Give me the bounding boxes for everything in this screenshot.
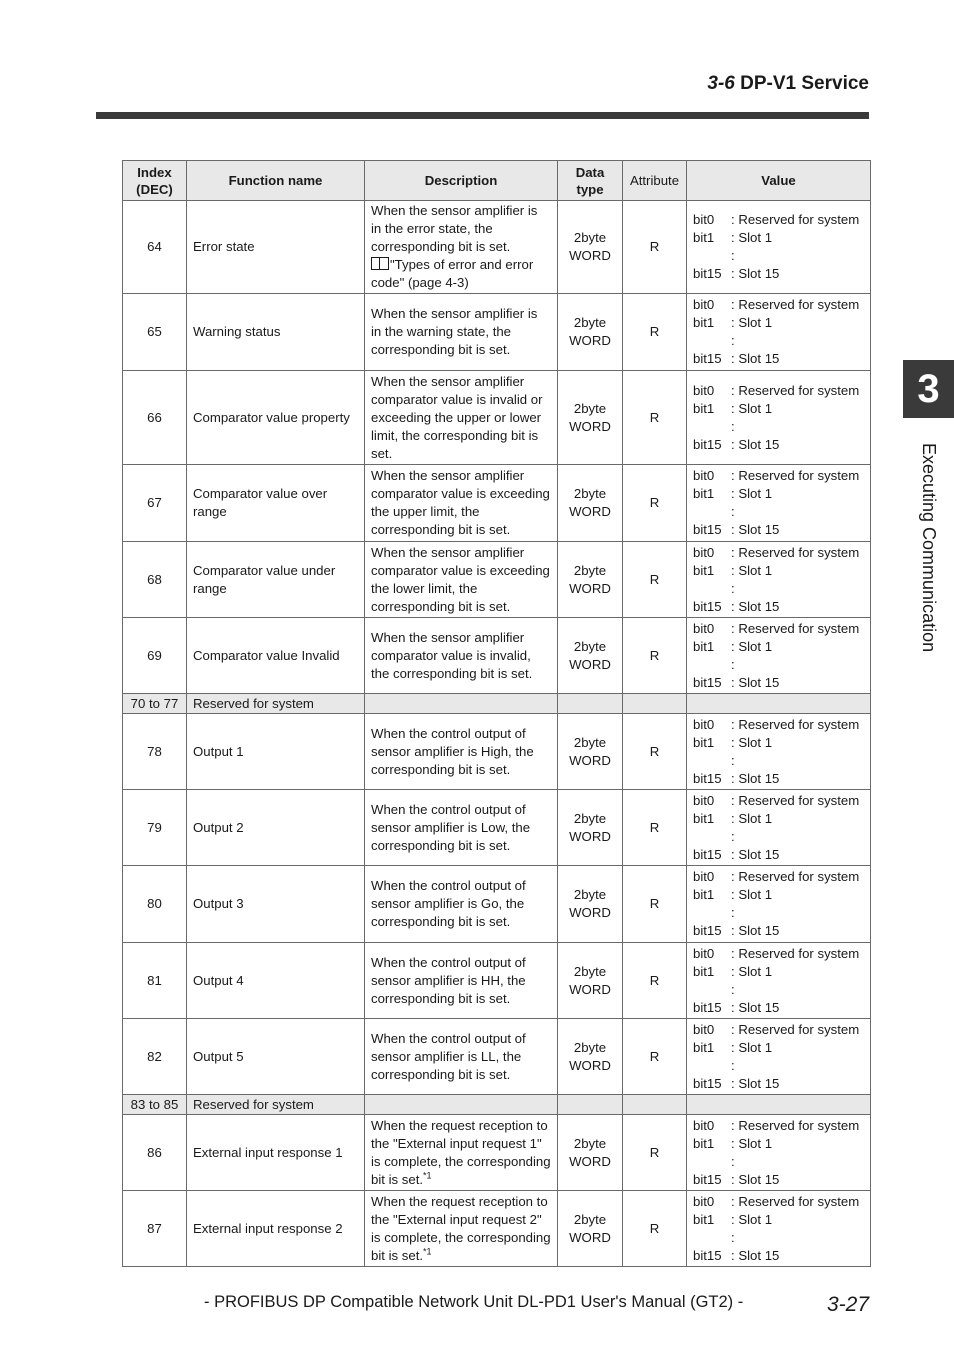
bit-line xyxy=(693,1135,864,1153)
col-description: Description xyxy=(365,161,558,201)
bit-key: bit15 xyxy=(693,266,722,281)
row-index: 68 xyxy=(123,542,187,618)
row-function-name: Warning status xyxy=(187,294,365,371)
row-function-name: Output 2 xyxy=(187,790,365,866)
bit-line xyxy=(693,1211,864,1229)
bit-ellipsis: : xyxy=(731,418,735,434)
row-data-type: 2byte WORD xyxy=(558,618,623,694)
bit-line xyxy=(693,265,864,283)
bit-value: : Slot 1 xyxy=(731,1039,773,1055)
bit-key: bit1 xyxy=(693,230,715,245)
row-function-name: Comparator value under range xyxy=(187,542,365,618)
bit-value: : Reserved for system xyxy=(731,1193,860,1209)
bit-key: bit0 xyxy=(693,544,715,560)
row-index: 69 xyxy=(123,618,187,694)
bit-ellipsis: : xyxy=(731,905,735,920)
bit-line xyxy=(693,963,864,981)
table-row xyxy=(123,714,871,790)
bit-value: : Slot 15 xyxy=(731,266,780,281)
table-row xyxy=(123,371,871,465)
bit-value: : Reserved for system xyxy=(731,1117,860,1133)
row-attribute: R xyxy=(623,1191,687,1267)
description-text: When the sensor amplifier comparator value is invalid, the corresponding bit is set. xyxy=(371,629,533,681)
bit-key: bit0 xyxy=(693,716,715,732)
row-description xyxy=(365,943,558,1019)
bit-line xyxy=(693,810,864,828)
bit-key: bit0 xyxy=(693,297,715,312)
bit-key: bit1 xyxy=(693,638,715,654)
bit-line xyxy=(693,296,864,314)
row-attribute: R xyxy=(623,371,687,465)
bit-ellipsis: : xyxy=(731,828,735,844)
bit-value: : Slot 1 xyxy=(731,400,773,416)
description-text: When the sensor amplifier is in the error state, the corresponding bit is set. xyxy=(371,203,538,254)
row-index: 67 xyxy=(123,465,187,542)
bit-key: bit0 xyxy=(693,869,715,884)
row-function-name: Output 3 xyxy=(187,866,365,943)
bit-ellipsis: : xyxy=(731,504,735,519)
section-title: DP-V1 Service xyxy=(740,73,869,94)
bit-key: bit0 xyxy=(693,1193,715,1209)
row-description xyxy=(365,201,558,294)
bit-value: : Slot 15 xyxy=(731,1171,780,1187)
bit-line xyxy=(693,734,864,752)
description-reference: "Types of error and error code" (page 4-3) xyxy=(371,257,534,290)
row-data-type: 2byte WORD xyxy=(558,1115,623,1191)
bit-line xyxy=(693,1075,864,1093)
bit-value: : Slot 1 xyxy=(731,486,773,501)
footnote-marker: *1 xyxy=(423,1246,432,1257)
bit-key: bit15 xyxy=(693,436,722,452)
row-attribute: R xyxy=(623,1019,687,1095)
row-value xyxy=(687,790,871,866)
bit-value: : Reserved for system xyxy=(731,468,860,483)
row-value xyxy=(687,943,871,1019)
bit-ellipsis: : xyxy=(731,1229,735,1245)
row-function-name: External input response 1 xyxy=(187,1115,365,1191)
bit-value: : Reserved for system xyxy=(731,620,860,636)
bit-line xyxy=(693,868,864,886)
bit-key: bit1 xyxy=(693,315,715,330)
bit-line xyxy=(693,436,864,454)
bit-key: bit1 xyxy=(693,1135,715,1151)
row-attribute: R xyxy=(623,542,687,618)
bit-ellipsis: : xyxy=(731,333,735,348)
empty-cell xyxy=(623,694,687,714)
bit-key: bit15 xyxy=(693,846,722,862)
bit-key: bit0 xyxy=(693,620,715,636)
bit-ellipsis: : xyxy=(731,752,735,768)
bit-key: bit15 xyxy=(693,351,722,366)
bit-value: : Slot 15 xyxy=(731,923,780,938)
row-data-type: 2byte WORD xyxy=(558,1019,623,1095)
row-index: 86 xyxy=(123,1115,187,1191)
row-description xyxy=(365,542,558,618)
bit-line xyxy=(693,1021,864,1039)
description-text: When the request reception to the "External input request 1" is complete, the corresponding bit is set. xyxy=(371,1117,551,1187)
row-attribute: R xyxy=(623,943,687,1019)
table-row xyxy=(123,201,871,294)
row-index: 65 xyxy=(123,294,187,371)
bit-value: : Reserved for system xyxy=(731,945,860,961)
bit-ellipsis: : xyxy=(731,248,735,263)
bit-line xyxy=(693,770,864,788)
bit-value: : Reserved for system xyxy=(731,869,860,884)
row-index: 66 xyxy=(123,371,187,465)
bit-value: : Slot 15 xyxy=(731,598,780,614)
bit-line xyxy=(693,562,864,580)
row-index: 82 xyxy=(123,1019,187,1095)
bit-value: : Slot 15 xyxy=(731,1075,780,1091)
bit-ellipsis: : xyxy=(731,1153,735,1169)
bit-key: bit15 xyxy=(693,1171,722,1187)
row-description xyxy=(365,1115,558,1191)
description-text: When the sensor amplifier comparator value is exceeding the lower limit, the corresponding bit is set. xyxy=(371,544,550,614)
bit-line xyxy=(693,792,864,810)
bit-key: bit1 xyxy=(693,734,715,750)
row-index: 64 xyxy=(123,201,187,294)
row-attribute: R xyxy=(623,465,687,542)
bit-line xyxy=(693,521,864,539)
bit-value: : Slot 1 xyxy=(731,1135,773,1151)
table-row xyxy=(123,694,871,714)
row-data-type: 2byte WORD xyxy=(558,1191,623,1267)
row-data-type: 2byte WORD xyxy=(558,465,623,542)
section-header xyxy=(707,73,869,95)
bit-line xyxy=(693,1171,864,1189)
bit-key: bit0 xyxy=(693,792,715,808)
description-text: When the sensor amplifier is in the warning state, the corresponding bit is set. xyxy=(371,306,538,357)
bit-value: : Reserved for system xyxy=(731,297,860,312)
description-text: When the request reception to the "External input request 2" is complete, the corresponding bit is set. xyxy=(371,1193,551,1263)
bit-key: bit1 xyxy=(693,1039,715,1055)
row-data-type: 2byte WORD xyxy=(558,294,623,371)
bit-line xyxy=(693,467,864,485)
table-row xyxy=(123,1095,871,1115)
table-row xyxy=(123,542,871,618)
bit-value: : Slot 15 xyxy=(731,999,780,1015)
bit-key: bit1 xyxy=(693,486,715,501)
row-function-name: Reserved for system xyxy=(187,694,365,714)
bit-value: : Slot 15 xyxy=(731,351,780,366)
row-data-type: 2byte WORD xyxy=(558,790,623,866)
bit-ellipsis: : xyxy=(731,981,735,997)
row-index: 80 xyxy=(123,866,187,943)
bit-ellipsis: : xyxy=(731,580,735,596)
bit-line xyxy=(693,922,864,940)
bit-value: : Reserved for system xyxy=(731,544,860,560)
bit-value: : Slot 1 xyxy=(731,963,773,979)
bit-key: bit0 xyxy=(693,212,715,227)
empty-cell xyxy=(365,694,558,714)
row-data-type: 2byte WORD xyxy=(558,714,623,790)
section-number: 3-6 xyxy=(707,73,735,94)
bit-line xyxy=(693,382,864,400)
bit-line xyxy=(693,485,864,503)
bit-value: : Slot 1 xyxy=(731,230,773,245)
row-attribute: R xyxy=(623,1115,687,1191)
row-description xyxy=(365,714,558,790)
row-function-name: Output 1 xyxy=(187,714,365,790)
chapter-title: Executing Communication xyxy=(919,443,939,653)
book-reference-icon xyxy=(371,257,389,270)
row-value xyxy=(687,1191,871,1267)
row-index: 78 xyxy=(123,714,187,790)
row-index: 83 to 85 xyxy=(123,1095,187,1115)
bit-key: bit0 xyxy=(693,468,715,483)
empty-cell xyxy=(365,1095,558,1115)
bit-line xyxy=(693,638,864,656)
table-row xyxy=(123,465,871,542)
row-value xyxy=(687,465,871,542)
bit-line xyxy=(693,716,864,734)
col-index: Index (DEC) xyxy=(123,161,187,201)
bit-value: : Slot 1 xyxy=(731,562,773,578)
row-data-type: 2byte WORD xyxy=(558,943,623,1019)
bit-value: : Slot 1 xyxy=(731,734,773,750)
table-row xyxy=(123,618,871,694)
row-function-name: Comparator value over range xyxy=(187,465,365,542)
header-rule xyxy=(96,112,869,119)
row-value xyxy=(687,1019,871,1095)
description-text: When the sensor amplifier comparator value is invalid or exceeding the upper or lower limit, the corresponding bit is set. xyxy=(371,373,543,461)
row-index: 70 to 77 xyxy=(123,694,187,714)
function-table xyxy=(122,160,871,1267)
bit-key: bit1 xyxy=(693,400,715,416)
row-description xyxy=(365,866,558,943)
bit-key: bit0 xyxy=(693,1021,715,1037)
row-attribute: R xyxy=(623,618,687,694)
bit-value: : Slot 1 xyxy=(731,315,773,330)
row-function-name: Output 4 xyxy=(187,943,365,1019)
bit-line xyxy=(693,999,864,1017)
table-row xyxy=(123,790,871,866)
row-description xyxy=(365,465,558,542)
bit-value: : Reserved for system xyxy=(731,1021,860,1037)
page-number: 3-27 xyxy=(826,1293,869,1316)
bit-value: : Slot 15 xyxy=(731,770,780,786)
row-attribute: R xyxy=(623,294,687,371)
row-data-type: 2byte WORD xyxy=(558,201,623,294)
row-description xyxy=(365,1191,558,1267)
table-row xyxy=(123,866,871,943)
bit-key: bit0 xyxy=(693,382,715,398)
bit-value: : Slot 15 xyxy=(731,846,780,862)
bit-key: bit0 xyxy=(693,945,715,961)
bit-key: bit15 xyxy=(693,923,722,938)
bit-key: bit1 xyxy=(693,562,715,578)
row-function-name: Reserved for system xyxy=(187,1095,365,1115)
row-function-name: Output 5 xyxy=(187,1019,365,1095)
col-data-type: Data type xyxy=(558,161,623,201)
description-text: When the control output of sensor amplifier is Go, the corresponding bit is set. xyxy=(371,878,526,929)
bit-value: : Reserved for system xyxy=(731,792,860,808)
row-data-type: 2byte WORD xyxy=(558,371,623,465)
bit-value: : Slot 15 xyxy=(731,522,780,537)
row-description xyxy=(365,790,558,866)
row-value xyxy=(687,618,871,694)
row-attribute: R xyxy=(623,790,687,866)
bit-value: : Reserved for system xyxy=(731,382,860,398)
bit-line xyxy=(693,620,864,638)
description-text: When the sensor amplifier comparator value is exceeding the upper limit, the corresponding bit is set. xyxy=(371,468,550,537)
bit-line xyxy=(693,886,864,904)
row-value xyxy=(687,866,871,943)
row-value xyxy=(687,542,871,618)
col-attribute: Attribute xyxy=(623,161,687,201)
description-text: When the control output of sensor amplifier is High, the corresponding bit is set. xyxy=(371,725,534,777)
bit-line xyxy=(693,400,864,418)
bit-key: bit15 xyxy=(693,1247,722,1263)
footnote-marker: *1 xyxy=(423,1170,432,1181)
bit-value: : Slot 1 xyxy=(731,1211,773,1227)
bit-key: bit15 xyxy=(693,999,722,1015)
row-value xyxy=(687,714,871,790)
table-row xyxy=(123,1191,871,1267)
row-value xyxy=(687,1115,871,1191)
row-function-name: Error state xyxy=(187,201,365,294)
row-attribute: R xyxy=(623,201,687,294)
bit-value: : Reserved for system xyxy=(731,212,860,227)
bit-line xyxy=(693,1117,864,1135)
bit-value: : Slot 1 xyxy=(731,638,773,654)
table-row xyxy=(123,943,871,1019)
row-description xyxy=(365,1019,558,1095)
bit-line xyxy=(693,314,864,332)
bit-line xyxy=(693,350,864,368)
row-description xyxy=(365,371,558,465)
chapter-tab: 3 xyxy=(903,360,954,418)
table-header-row xyxy=(123,161,871,201)
bit-line xyxy=(693,846,864,864)
bit-key: bit1 xyxy=(693,810,715,826)
row-function-name: External input response 2 xyxy=(187,1191,365,1267)
bit-key: bit15 xyxy=(693,598,722,614)
table-row xyxy=(123,294,871,371)
bit-line xyxy=(693,945,864,963)
description-text: When the control output of sensor amplifier is Low, the corresponding bit is set. xyxy=(371,801,531,853)
bit-key: bit15 xyxy=(693,770,722,786)
bit-key: bit1 xyxy=(693,963,715,979)
bit-line xyxy=(693,544,864,562)
empty-cell xyxy=(687,694,871,714)
bit-key: bit1 xyxy=(693,887,715,902)
description-text: When the control output of sensor amplifier is HH, the corresponding bit is set. xyxy=(371,954,526,1006)
row-function-name: Comparator value Invalid xyxy=(187,618,365,694)
row-index: 81 xyxy=(123,943,187,1019)
row-data-type: 2byte WORD xyxy=(558,542,623,618)
table-row xyxy=(123,1019,871,1095)
col-function-name: Function name xyxy=(187,161,365,201)
bit-line xyxy=(693,211,864,229)
row-value xyxy=(687,371,871,465)
bit-key: bit15 xyxy=(693,674,722,690)
row-description xyxy=(365,294,558,371)
bit-value: : Slot 1 xyxy=(731,810,773,826)
bit-value: : Slot 15 xyxy=(731,1247,780,1263)
row-index: 79 xyxy=(123,790,187,866)
bit-value: : Slot 15 xyxy=(731,436,780,452)
row-description xyxy=(365,618,558,694)
bit-line xyxy=(693,1193,864,1211)
row-value xyxy=(687,201,871,294)
bit-key: bit15 xyxy=(693,1075,722,1091)
row-attribute: R xyxy=(623,866,687,943)
empty-cell xyxy=(623,1095,687,1115)
bit-line xyxy=(693,229,864,247)
bit-line xyxy=(693,1247,864,1265)
bit-line xyxy=(693,1039,864,1057)
row-attribute: R xyxy=(623,714,687,790)
bit-value: : Reserved for system xyxy=(731,716,860,732)
empty-cell xyxy=(558,694,623,714)
description-text: When the control output of sensor amplifier is LL, the corresponding bit is set. xyxy=(371,1030,526,1082)
empty-cell xyxy=(558,1095,623,1115)
bit-key: bit0 xyxy=(693,1117,715,1133)
table-row xyxy=(123,1115,871,1191)
bit-key: bit15 xyxy=(693,522,722,537)
footer-manual-title: - PROFIBUS DP Compatible Network Unit DL-PD1 User's Manual (GT2) - xyxy=(204,1293,744,1311)
row-data-type: 2byte WORD xyxy=(558,866,623,943)
bit-value: : Slot 1 xyxy=(731,887,773,902)
bit-value: : Slot 15 xyxy=(731,674,780,690)
row-index: 87 xyxy=(123,1191,187,1267)
bit-key: bit1 xyxy=(693,1211,715,1227)
empty-cell xyxy=(687,1095,871,1115)
bit-ellipsis: : xyxy=(731,1057,735,1073)
col-value: Value xyxy=(687,161,871,201)
row-function-name: Comparator value property xyxy=(187,371,365,465)
bit-ellipsis: : xyxy=(731,656,735,672)
bit-line xyxy=(693,598,864,616)
bit-line xyxy=(693,674,864,692)
row-value xyxy=(687,294,871,371)
